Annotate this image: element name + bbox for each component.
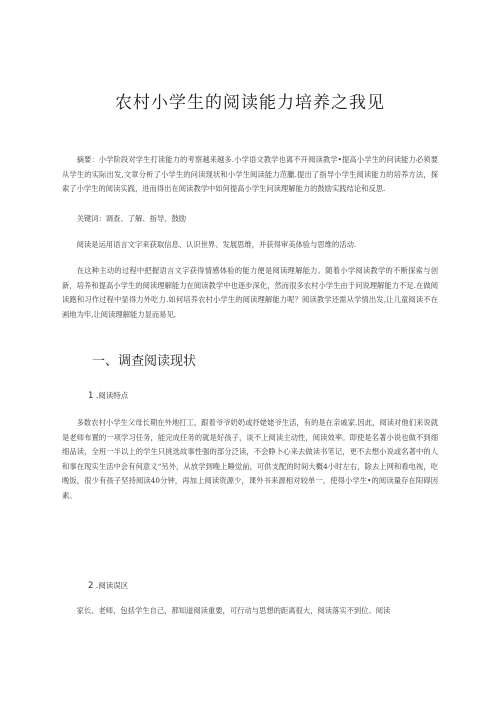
abstract-paragraph: 摘要：小学阶段对学生打读能力的考察越来越多.小学语文教学也离不开阅读教学•提高小学生的问读能力必须要从学生的实际出发,文章分析了小学生的问读现状和小学生阅读能力范臘.提出了指导小学生阅读能力的培养方法，探索了小学生的阅读实践，进而得出在阅读教学中如何提高小学生问读理解能力的鼓励实践结论和反思. — [62, 155, 438, 194]
keywords-line: 关键词：调查、了解、指导、鼓励 — [76, 214, 187, 223]
body-paragraph-3: 多数农村小学生父母长期在外地打工，跟着爷爷奶奶或抒姥姥爷生活，有的是在亲戚家.因此，阅读对他们来说就是老师布置的一项学习任务，能完成任务的就是好孩子，谈不上阅读主动性，阅读效率。即使是名著小说也做不到细细品读，全班一半以上的学生只挑选故事性强的部分泛读，不会睁卜心来去做读书笔记，更不去想小说或名著中的人和事在现实生活中会有何意义“另外，从放学到晚上睡觉前，可供支配的时间大概4小时左右，除去上网和看电视，吃晚饭，很少有孩子坚持阅读40分钟，再加上阅读资源少，课外书来源相对较单一，使得小学生•的阅读量存在阳碍因素。 — [62, 418, 438, 500]
subsection-number-2: 2 — [88, 581, 94, 591]
subsection-number-1: 1 — [88, 391, 94, 401]
subsection-heading-1 — [88, 390, 128, 401]
intro-paragraph-1: 阅读是运用语言文字来获取信息、认识世界、发展思维，并获得审美体验与思维的活动. — [76, 240, 357, 249]
subsection-title-1: .阅读特点 — [95, 391, 129, 400]
subsection-title-2: .阅读误区 — [95, 581, 129, 590]
subsection-heading-2 — [88, 580, 128, 591]
paper-title: 农村小学生的阅读能力培养之我见 — [115, 93, 385, 113]
section-heading-1: 一、调查阅读现状 — [92, 354, 197, 369]
intro-paragraph-2: 在这种主动的过程中把握语言文字获得情感体验的能力便是阅读理解能力。随着小学阅读教学的不断探索与创新，培养和提高小学生的阅读理解能力在阅读教学中也逐步深化，然而很多农村小学生由于问说理解能力不足.在做阅读跑和习作过程中显得力外吃力.如何培养农村小学生的阅读理解能力呢？阅读教学还需从学情出发,让儿童阅读不在画地为牢,让阅读理解能力显而易见, — [62, 266, 438, 319]
body-paragraph-4: 家长、老师，包括学生自己，都知道阅读重要，可行动与思想的距离很大，阅读落实不到位。阅读 — [76, 606, 391, 615]
